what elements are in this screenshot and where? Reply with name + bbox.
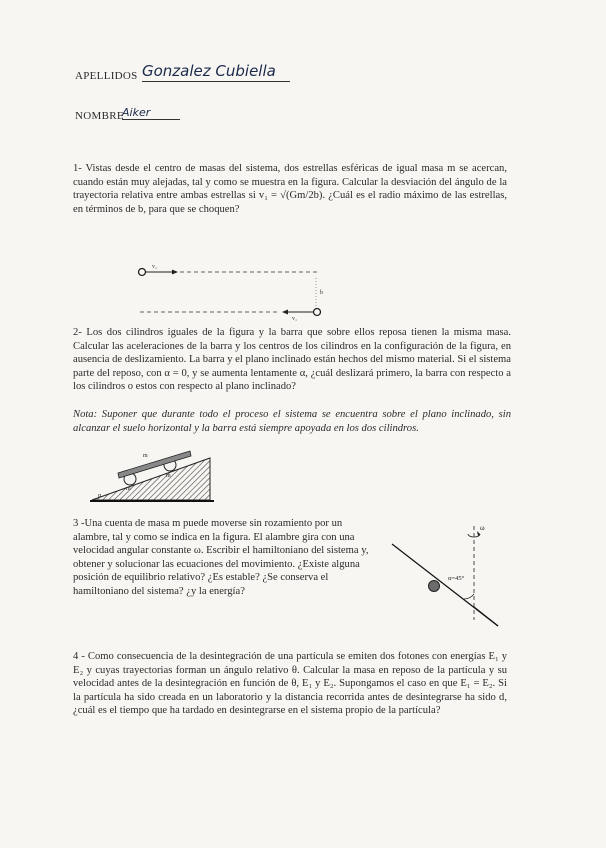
- svg-text:m: m: [143, 453, 148, 459]
- star-left: [139, 269, 146, 276]
- problem-1-figure: [130, 262, 330, 324]
- problem-2-text: 2- Los dos cilindros iguales de la figura y la barra que sobre ellos reposa tienen la misma masa. Calcular las aceleraciones de la barra y los centros de los cilindros en la configuración de la figura, en ausencia de deslizamiento. La barra y el plano inclinado están hechos del mismo material. Si el sistema parte del reposo, con α = 0, y se aumenta lentamente α, ¿cuál deslizará primero, la barra con respecto a los cilindros o estos con respecto al plano inclinado?: [73, 327, 511, 393]
- name-label: NOMBRE: [75, 110, 124, 122]
- problem-3-figure: [388, 520, 508, 630]
- bead: [429, 581, 440, 592]
- problem-4-text: 4 - Como consecuencia de la desintegración de una partícula se emiten dos fotones con energías E₁ y E₂ y cuyas trayectorias forman un ángulo relativo θ. Calcular la masa en reposo de la partícula y su velocidad antes de la desintegración en función de θ, E₁ y E₂. Supongamos el caso en que E₁ = E₂. Si la partícula ha sido creada en un laboratorio y la distancia recorrida antes de desintegrarse ha sido d, ¿cuál es el tiempo que ha tardado en desintegrarse en el sistema propio de la partícula?: [73, 651, 507, 717]
- svg-text:m: m: [166, 473, 171, 479]
- name-handwritten: Aiker: [122, 106, 180, 120]
- problem-1-text: 1- Vistas desde el centro de masas del sistema, dos estrellas esféricas de igual masa m se acercan, cuando están muy alejadas, tal y como se muestra en la figura. Calcular la desviación del ángulo de la trayectoria relativa entre ambas estrellas si v₁ = √(Gm/2b). ¿Cuál es el radio máximo de las estrellas, en términos de b, para que se choquen?: [73, 163, 507, 215]
- velocity-label-bottom: v₁: [292, 316, 298, 322]
- problem-2-figure: [90, 450, 215, 504]
- surname-handwritten: Gonzalez Cubiella: [142, 62, 290, 82]
- angle-label: α: [98, 493, 102, 499]
- omega-label: ω: [480, 524, 485, 532]
- impact-parameter-label: b: [320, 290, 323, 296]
- surname-label: APELLIDOS: [75, 70, 138, 82]
- angle-label: α=45°: [448, 575, 465, 582]
- velocity-label-top: v₁: [152, 264, 158, 270]
- problem-3-text: 3 -Una cuenta de masa m puede moverse sin rozamiento por un alambre, tal y como se indica en la figura. El alambre gira con una velocidad angular constante ω. Escribir el hamiltoniano del sistema y, obtener y solucionar las ecuaciones del movimiento. ¿Existe alguna posición de equilibrio relativo? ¿Es estable? ¿Se conserva el hamiltoniano del sistema? ¿y la energía?: [73, 518, 369, 597]
- svg-text:m: m: [126, 486, 131, 492]
- problem-2-note: Nota: Suponer que durante todo el proceso el sistema se encuentra sobre el plano inclinado, sin alcanzar el suelo horizontal y la barra está siempre apoyada en los dos cilindros.: [73, 409, 511, 434]
- star-right: [314, 309, 321, 316]
